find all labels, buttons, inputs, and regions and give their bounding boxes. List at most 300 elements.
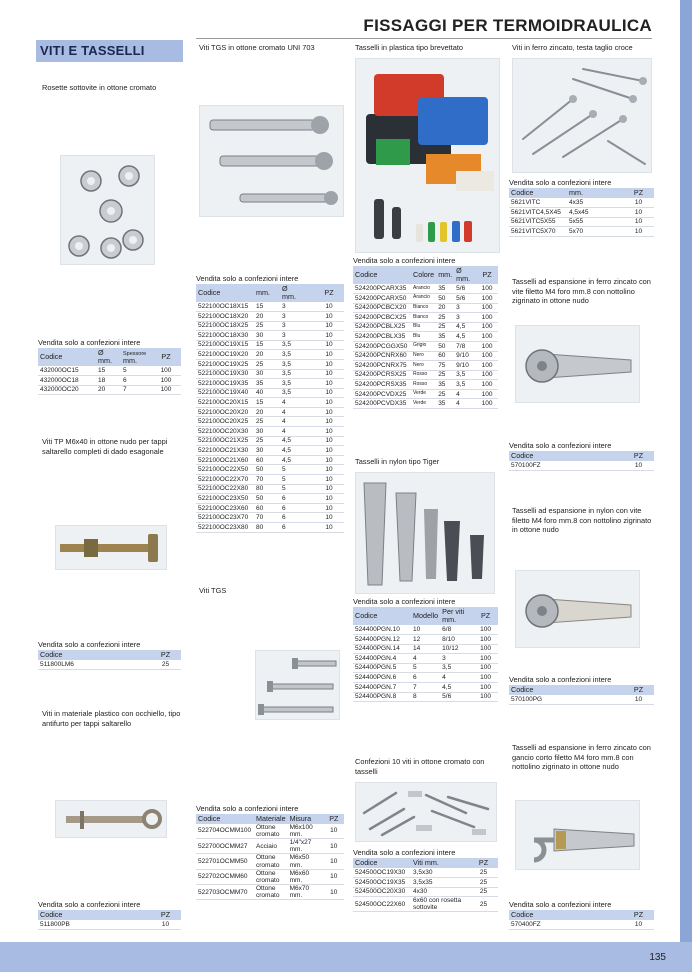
table-cell: 10 xyxy=(324,839,344,854)
table-row xyxy=(196,494,344,504)
col-mm: mm. xyxy=(436,266,454,284)
col-pz: PZ xyxy=(151,348,181,366)
table-cell: 524400PGN.7 xyxy=(353,682,411,692)
table-cell: 5 xyxy=(411,663,440,673)
table-row xyxy=(196,407,344,417)
brevettato-vendita: Vendita solo a confezioni intere xyxy=(353,256,456,265)
table-cell: 3,5x35 xyxy=(411,878,469,888)
table-cell: 522100OC21X60 xyxy=(196,455,254,465)
brevettato-block xyxy=(353,256,498,409)
table-row xyxy=(196,331,344,341)
table-cell: 25 xyxy=(469,887,498,897)
table-cell: 10 xyxy=(314,427,344,437)
table-cell: Acciaio xyxy=(254,839,288,854)
table-cell: 524200PCNRX60 xyxy=(353,351,411,361)
table-row xyxy=(196,350,344,360)
col-codice: Codice xyxy=(353,266,411,284)
table-cell: 5x55 xyxy=(567,217,623,227)
table-cell: 6 xyxy=(411,673,440,683)
table-cell: 30 xyxy=(254,427,280,437)
table-cell: 20 xyxy=(254,350,280,360)
table-cell: 5621VITC5X70 xyxy=(509,227,567,237)
table-cell: 7/8 xyxy=(454,341,476,351)
table-cell: 524400PGN.5 xyxy=(353,663,411,673)
table-cell: 25 xyxy=(469,878,498,888)
table-cell: 35 xyxy=(436,332,454,342)
esp-gancio-photo xyxy=(515,800,640,870)
table-cell: 522100OC18X15 xyxy=(196,302,254,312)
table-cell: Blu xyxy=(411,332,436,342)
table-cell: Blu xyxy=(411,322,436,332)
table-row xyxy=(353,673,498,683)
plastica-block xyxy=(38,900,181,930)
table-cell: 25 xyxy=(436,389,454,399)
table-cell: 3,5 xyxy=(440,663,473,673)
table-row xyxy=(353,634,498,644)
table-cell: 4 xyxy=(280,407,314,417)
table-cell: 524400PGN.8 xyxy=(353,692,411,702)
table-cell: 10 xyxy=(314,475,344,485)
table-cell: 100 xyxy=(476,399,498,409)
croce-photo xyxy=(512,58,652,173)
table-cell: 10 xyxy=(324,885,344,900)
table-cell: Bianco xyxy=(411,313,436,323)
table-row xyxy=(509,198,654,208)
col-codice: Codice xyxy=(509,685,623,695)
table-cell: 4,5 xyxy=(454,332,476,342)
table-cell: 100 xyxy=(476,284,498,294)
table-cell: 4x30 xyxy=(411,887,469,897)
table-cell: 6 xyxy=(121,376,151,386)
esp-nylon-vendita: Vendita solo a confezioni intere xyxy=(509,675,612,684)
table-cell: 522100OC19X20 xyxy=(196,350,254,360)
table-cell: 20 xyxy=(96,385,121,395)
table-cell: 524500OC22X60 xyxy=(353,897,411,912)
nylon-anchor-icon xyxy=(516,571,640,648)
table-cell: 10 xyxy=(314,503,344,513)
table-row xyxy=(196,388,344,398)
table-cell: 522100OC19X30 xyxy=(196,369,254,379)
table-cell: 4 xyxy=(280,427,314,437)
table-row xyxy=(196,523,344,533)
table-cell: 100 xyxy=(473,673,498,683)
table-cell: Arancio xyxy=(411,293,436,303)
tiger-photo xyxy=(355,472,495,594)
table-cell: 18 xyxy=(96,376,121,386)
table-cell: 80 xyxy=(254,484,280,494)
table-cell: 524500OC19X30 xyxy=(353,868,411,878)
table-cell: 14 xyxy=(411,644,440,654)
table-cell: 30 xyxy=(254,369,280,379)
table-cell: 4 xyxy=(280,417,314,427)
table-cell: 5/6 xyxy=(440,692,473,702)
table-cell: 522100OC19X25 xyxy=(196,359,254,369)
croce-block xyxy=(509,178,654,237)
table-cell: 3 xyxy=(280,331,314,341)
table-cell: 25 xyxy=(254,321,280,331)
table-cell: 5/6 xyxy=(454,284,476,294)
table-cell: 10 xyxy=(314,350,344,360)
esp-ferro-table xyxy=(509,451,654,471)
table-cell: 80 xyxy=(254,523,280,533)
confezioni-vendita: Vendita solo a confezioni intere xyxy=(353,848,456,857)
table-cell: 524500OC20X30 xyxy=(353,887,411,897)
table-cell: 10 xyxy=(314,379,344,389)
table-cell: 432000OC20 xyxy=(38,385,96,395)
table-row xyxy=(353,313,498,323)
table-cell: M6x60 mm. xyxy=(288,869,324,884)
table-row xyxy=(353,284,498,294)
table-cell: 100 xyxy=(476,293,498,303)
table-cell: 100 xyxy=(476,361,498,371)
table-cell: 522100OC19X40 xyxy=(196,388,254,398)
tgs-table xyxy=(196,814,344,900)
table-cell: 10 xyxy=(314,455,344,465)
page-number: 135 xyxy=(649,952,666,963)
table-cell: Ottone cromato xyxy=(254,854,288,869)
col-dia: Ø xyxy=(282,284,288,293)
table-cell: 100 xyxy=(476,370,498,380)
table-cell: 25 xyxy=(254,359,280,369)
esp-ferro-block xyxy=(509,441,654,471)
table-cell: 524200PCRSX25 xyxy=(353,370,411,380)
bottom-bar xyxy=(0,942,692,972)
table-cell: 60 xyxy=(436,351,454,361)
table-cell: Ottone cromato xyxy=(254,824,288,839)
table-cell: 100 xyxy=(151,385,181,395)
col-codice: Codice xyxy=(38,910,150,920)
table-cell: 10 xyxy=(314,302,344,312)
table-cell: Nero xyxy=(411,351,436,361)
table-cell: 10 xyxy=(314,513,344,523)
table-cell: 522100OC19X35 xyxy=(196,379,254,389)
table-row xyxy=(196,446,344,456)
table-cell: 100 xyxy=(473,644,498,654)
esp-gancio-table xyxy=(509,910,654,930)
table-cell: 3 xyxy=(454,303,476,313)
table-cell: 100 xyxy=(476,341,498,351)
hook-anchor-icon xyxy=(516,801,640,870)
table-cell: 60 xyxy=(254,455,280,465)
tp-caption: Viti TP M6x40 in ottone nudo per tappi saltarello completi di dado esagonale xyxy=(42,437,168,456)
table-cell: 522100OC20X25 xyxy=(196,417,254,427)
table-cell: 524200PCARX35 xyxy=(353,284,411,294)
table-cell: 10 xyxy=(623,461,654,471)
col-codice: Codice xyxy=(509,451,623,461)
table-row xyxy=(353,644,498,654)
table-cell: 4,5 xyxy=(280,455,314,465)
esp-nylon-caption: Tasselli ad espansione in nylon con vite filetto M4 foro mm.8 con nottolino zigrinato in ottone nudo xyxy=(512,506,652,535)
table-cell: 432000OC15 xyxy=(38,366,96,376)
table-cell: 10 xyxy=(623,217,654,227)
table-cell: 100 xyxy=(151,366,181,376)
esp-gancio-caption: Tasselli ad espansione in ferro zincato con gancio corto filetto M4 foro mm.8 con nottolino zigrinato in ottone nudo xyxy=(512,743,651,772)
table-row xyxy=(353,682,498,692)
plastica-caption: Viti in materiale plastico con occhiello, tipo antifurto per tappi saltarello xyxy=(42,709,181,728)
title-divider xyxy=(196,38,652,39)
table-cell: 10 xyxy=(314,369,344,379)
table-row xyxy=(38,660,181,670)
col-codice: Codice xyxy=(509,910,623,920)
esp-nylon-block xyxy=(509,675,654,705)
table-cell: 4 xyxy=(454,389,476,399)
table-cell: 12 xyxy=(411,634,440,644)
table-cell: 10 xyxy=(324,854,344,869)
tp-block xyxy=(38,640,181,670)
table-cell: 4 xyxy=(411,654,440,664)
table-row xyxy=(353,361,498,371)
col-pz: PZ xyxy=(623,451,654,461)
rosette-block xyxy=(38,338,181,395)
table-cell: 20 xyxy=(254,311,280,321)
table-row xyxy=(353,293,498,303)
confezioni-block xyxy=(353,848,498,912)
plastica-screw-photo xyxy=(55,800,167,838)
tgs703-vendita: Vendita solo a confezioni intere xyxy=(196,274,299,283)
table-cell: 522100OC21X30 xyxy=(196,446,254,456)
table-cell: 7 xyxy=(411,682,440,692)
table-cell: 100 xyxy=(473,654,498,664)
table-row xyxy=(196,379,344,389)
table-cell: 70 xyxy=(254,513,280,523)
col-pz: PZ xyxy=(476,266,498,284)
table-cell: 10 xyxy=(314,331,344,341)
table-cell: 10 xyxy=(314,407,344,417)
table-cell: 432000OC18 xyxy=(38,376,96,386)
table-cell: 522100OC18X30 xyxy=(196,331,254,341)
table-row xyxy=(196,885,344,900)
table-cell: 5 xyxy=(280,465,314,475)
table-cell: Ottone cromato xyxy=(254,885,288,900)
table-cell: 524200PCVDX35 xyxy=(353,399,411,409)
table-cell: Grigio xyxy=(411,341,436,351)
table-row xyxy=(353,341,498,351)
table-cell: 100 xyxy=(476,332,498,342)
table-cell: M6x70 mm. xyxy=(288,885,324,900)
table-cell: 25 xyxy=(150,660,181,670)
col-mm: mm. xyxy=(567,188,623,198)
col-materiale: Materiale xyxy=(256,814,286,823)
table-cell: 10 xyxy=(314,446,344,456)
table-cell: 3,5 xyxy=(454,370,476,380)
table-row xyxy=(196,436,344,446)
tp-vendita: Vendita solo a confezioni intere xyxy=(38,640,141,649)
col-pz: PZ xyxy=(623,685,654,695)
table-cell: 30 xyxy=(254,446,280,456)
table-row xyxy=(509,227,654,237)
right-edge-band xyxy=(680,0,692,972)
col-spessore: Spessore xyxy=(123,351,147,357)
table-cell: 522100OC22X50 xyxy=(196,465,254,475)
table-cell: 60 xyxy=(254,503,280,513)
table-cell: 25 xyxy=(254,417,280,427)
table-cell: 8/10 xyxy=(440,634,473,644)
table-row xyxy=(353,625,498,635)
tiger-caption: Tasselli in nylon tipo Tiger xyxy=(355,457,440,466)
table-row xyxy=(196,465,344,475)
table-cell: 6/8 xyxy=(440,625,473,635)
table-cell: 522100OC23X80 xyxy=(196,523,254,533)
table-row xyxy=(196,869,344,884)
table-cell: 50 xyxy=(436,293,454,303)
table-cell: 3,5x30 xyxy=(411,868,469,878)
table-cell: 5x70 xyxy=(567,227,623,237)
table-cell: 100 xyxy=(151,376,181,386)
table-cell: 25 xyxy=(469,868,498,878)
tgs-block xyxy=(196,804,344,900)
table-cell: 522100OC22X70 xyxy=(196,475,254,485)
table-cell: 522100OC23X60 xyxy=(196,503,254,513)
col-dia-unit: mm. xyxy=(98,355,112,365)
table-cell: 524400PGN.10 xyxy=(353,625,411,635)
esp-ferro-caption: Tasselli ad espansione in ferro zincato con vite filetto M4 foro mm.8 con nottolino zigrinato in ottone nudo xyxy=(512,277,651,306)
col-codice: Codice xyxy=(38,650,150,660)
table-cell: 524200PCRSX35 xyxy=(353,380,411,390)
esp-nylon-photo xyxy=(515,570,640,648)
plastica-table xyxy=(38,910,181,930)
table-cell: 7 xyxy=(121,385,151,395)
table-cell: 35 xyxy=(254,379,280,389)
table-cell: 522100OC20X15 xyxy=(196,398,254,408)
nylon-plug-icon xyxy=(356,473,495,594)
table-cell: 524200PCBCX25 xyxy=(353,313,411,323)
table-cell: M6x100 mm. xyxy=(288,824,324,839)
tiger-vendita: Vendita solo a confezioni intere xyxy=(353,597,456,606)
table-cell: 3 xyxy=(454,313,476,323)
table-cell: 9/10 xyxy=(454,351,476,361)
table-row xyxy=(38,385,181,395)
table-cell: Verde xyxy=(411,399,436,409)
section-banner: VITI E TASSELLI xyxy=(36,40,183,62)
esp-ferro-vendita: Vendita solo a confezioni intere xyxy=(509,441,612,450)
tp-table xyxy=(38,650,181,670)
table-cell: 522100OC20X20 xyxy=(196,407,254,417)
table-cell: 522700OCMM27 xyxy=(196,839,254,854)
table-cell: 511800LM6 xyxy=(38,660,150,670)
table-row xyxy=(196,302,344,312)
table-row xyxy=(196,369,344,379)
table-cell: 100 xyxy=(476,380,498,390)
table-cell: 522704OCMM100 xyxy=(196,824,254,839)
table-cell: 3,5 xyxy=(280,388,314,398)
col-pz: PZ xyxy=(150,910,181,920)
col-dia: Ø xyxy=(98,348,104,358)
table-cell: 10 xyxy=(314,398,344,408)
cross-head-screw-icon xyxy=(513,59,652,173)
table-row xyxy=(196,484,344,494)
table-cell: 570100FZ xyxy=(509,461,623,471)
col-viti: Viti mm. xyxy=(411,858,469,868)
col-dia-unit: mm. xyxy=(282,291,296,301)
table-row xyxy=(353,692,498,702)
rosette-table xyxy=(38,348,181,395)
table-cell: 70 xyxy=(254,475,280,485)
tgs-caption: Viti TGS xyxy=(199,586,227,595)
table-cell: 522100OC19X15 xyxy=(196,340,254,350)
table-cell: 10 xyxy=(314,321,344,331)
table-cell: 3,5 xyxy=(280,350,314,360)
table-row xyxy=(353,897,498,912)
table-cell: 524200PCBLX35 xyxy=(353,332,411,342)
table-cell: 10 xyxy=(314,523,344,533)
table-cell: 524200PCVDX25 xyxy=(353,389,411,399)
expansion-anchor-icon xyxy=(516,326,640,403)
esp-gancio-vendita: Vendita solo a confezioni intere xyxy=(509,900,612,909)
table-cell: 524200PCGGX50 xyxy=(353,341,411,351)
tgs703-block xyxy=(196,274,344,533)
table-cell: 10 xyxy=(411,625,440,635)
table-cell: 522100OC23X50 xyxy=(196,494,254,504)
table-cell: 5 xyxy=(280,484,314,494)
table-cell: 15 xyxy=(254,398,280,408)
table-row xyxy=(196,359,344,369)
confezioni-caption: Confezioni 10 viti in ottone cromato con tasselli xyxy=(355,757,485,776)
table-cell: 10 xyxy=(623,208,654,218)
table-cell: 25 xyxy=(469,897,498,912)
col-pz: PZ xyxy=(469,858,498,868)
table-cell: 5621VITC xyxy=(509,198,567,208)
brevettato-table xyxy=(353,266,498,409)
table-row xyxy=(509,217,654,227)
table-cell: Rosso xyxy=(411,370,436,380)
table-cell: 15 xyxy=(254,340,280,350)
table-cell: 524500OC19X35 xyxy=(353,878,411,888)
table-cell: 25 xyxy=(436,322,454,332)
table-cell: 100 xyxy=(476,351,498,361)
table-row xyxy=(353,878,498,888)
table-cell: 10 xyxy=(314,494,344,504)
table-row xyxy=(38,920,181,930)
bolt-icon xyxy=(56,526,167,570)
table-cell: 4,5 xyxy=(440,682,473,692)
table-row xyxy=(196,503,344,513)
table-row xyxy=(196,398,344,408)
table-cell: 35 xyxy=(436,399,454,409)
table-cell: 4x35 xyxy=(567,198,623,208)
table-cell: 6 xyxy=(280,494,314,504)
table-cell: 5 xyxy=(280,475,314,485)
col-codice: Codice xyxy=(353,607,411,625)
table-cell: 4,5 xyxy=(280,446,314,456)
table-cell: 4 xyxy=(454,399,476,409)
col-colore: Colore xyxy=(411,266,436,284)
table-cell: Ottone cromato xyxy=(254,869,288,884)
table-row xyxy=(196,321,344,331)
table-cell: 100 xyxy=(476,389,498,399)
esp-nylon-table xyxy=(509,685,654,705)
table-cell: 75 xyxy=(436,361,454,371)
table-cell: 5621VITC4,5X45 xyxy=(509,208,567,218)
table-cell: 100 xyxy=(473,682,498,692)
col-dia-unit: mm. xyxy=(456,273,471,283)
table-cell: 10 xyxy=(150,920,181,930)
table-cell: 522701OCMM50 xyxy=(196,854,254,869)
rosette-caption: Rosette sottovite in ottone cromato xyxy=(42,83,157,92)
table-cell: 3,5 xyxy=(280,340,314,350)
table-cell: 100 xyxy=(473,634,498,644)
table-cell: 570100PG xyxy=(509,695,623,705)
table-cell: 570400FZ xyxy=(509,920,623,930)
table-cell: 50 xyxy=(254,494,280,504)
table-cell: 524400PGN.14 xyxy=(353,644,411,654)
table-cell: 10 xyxy=(314,436,344,446)
table-row xyxy=(196,427,344,437)
table-row xyxy=(196,340,344,350)
table-row xyxy=(353,370,498,380)
table-cell: 4,5 xyxy=(454,322,476,332)
table-cell: 10/12 xyxy=(440,644,473,654)
table-row xyxy=(196,513,344,523)
